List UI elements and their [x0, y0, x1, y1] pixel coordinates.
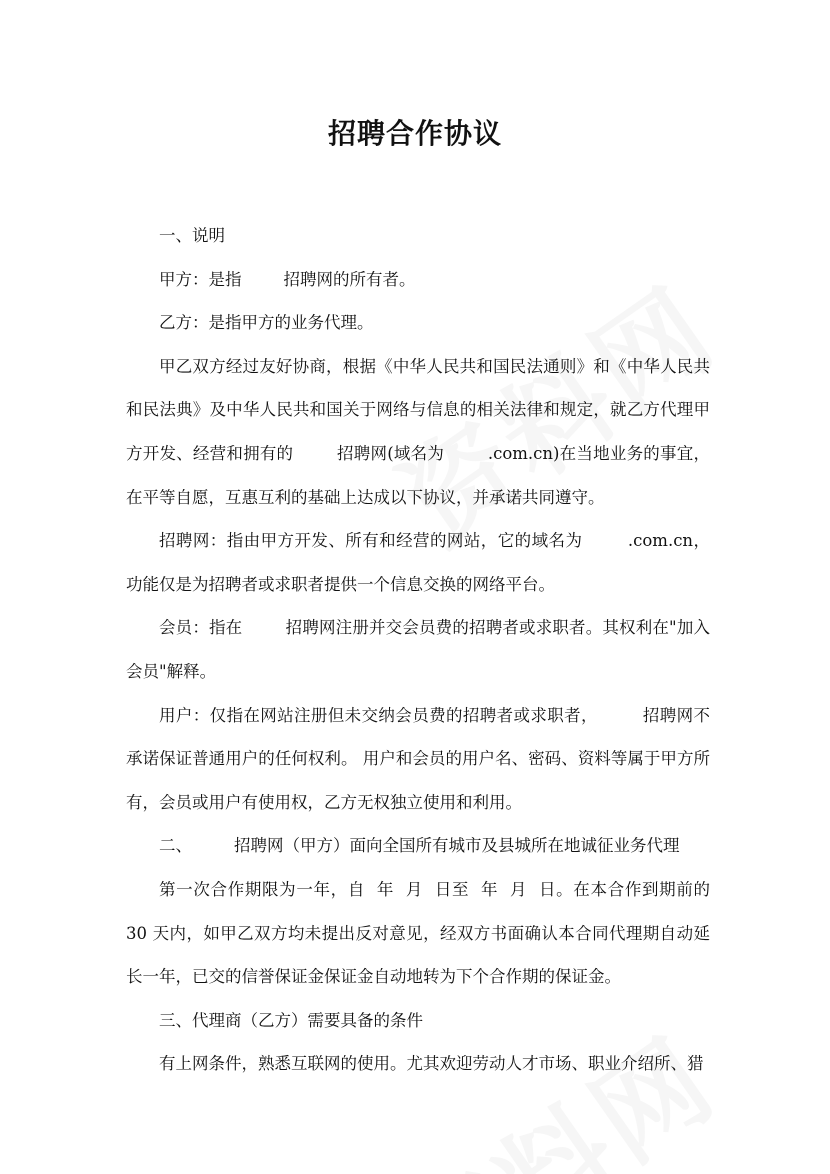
- paragraph-party-b: 乙方：是指甲方的业务代理。: [159, 313, 374, 333]
- paragraph-agreement-intro: 甲乙双方经过友好协商，根据《中华人民共和国民法通则》和《中华人民共和民法典》及中华人民共和国关于网络与信息的相关法律和规定，就乙方代理甲方开发、经营和拥有的 招聘网(域名为 .com.cn)在当地业务的事宜，在平等自愿，互惠互利的基础上达成以下协议，并承诺共同遵守。: [126, 356, 710, 507]
- paragraph-member: 会员：指在 招聘网注册并交会员费的招聘者或求职者。其权利在"加入会员"解释。: [126, 618, 710, 681]
- paragraph-requirements: 有上网条件，熟悉互联网的使用。尤其欢迎劳动人才市场、职业介绍所、猎: [159, 1054, 704, 1074]
- paragraph-cooperation-term: 第一次合作期限为一年，自 年 月 日至 年 月 日。在本合作到期前的 30 天内，如甲乙双方均未提出反对意见，经双方书面确认本合同代理期自动延长一年，已交的信誉保证金保证金自动地转为下个合作期的保证金。: [126, 879, 716, 987]
- paragraph-user: 用户：仅指在网站注册但未交纳会员费的招聘者或求职者， 招聘网不承诺保证普通用户的任何权利。 用户和会员的用户名、密码、资料等属于甲方所有，会员或用户有使用权，乙方无权独立使用和利用。: [126, 705, 710, 812]
- document-title: 招聘合作协议: [327, 117, 502, 150]
- document-body: [126, 214, 716, 1086]
- section-heading-2: 二、 招聘网（甲方）面向全国所有城市及县城所在地诚征业务代理: [159, 836, 680, 856]
- section-heading-1: 一、说明: [159, 226, 225, 245]
- paragraph-recruitment-site: 招聘网：指由甲方开发、所有和经营的网站，它的域名为 .com.cn，功能仅是为招聘者或求职者提供一个信息交换的网络平台。: [126, 531, 710, 594]
- paragraph-party-a: 甲方：是指 招聘网的所有者。: [159, 269, 416, 289]
- section-heading-3: 三、代理商（乙方）需要具备的条件: [159, 1010, 423, 1030]
